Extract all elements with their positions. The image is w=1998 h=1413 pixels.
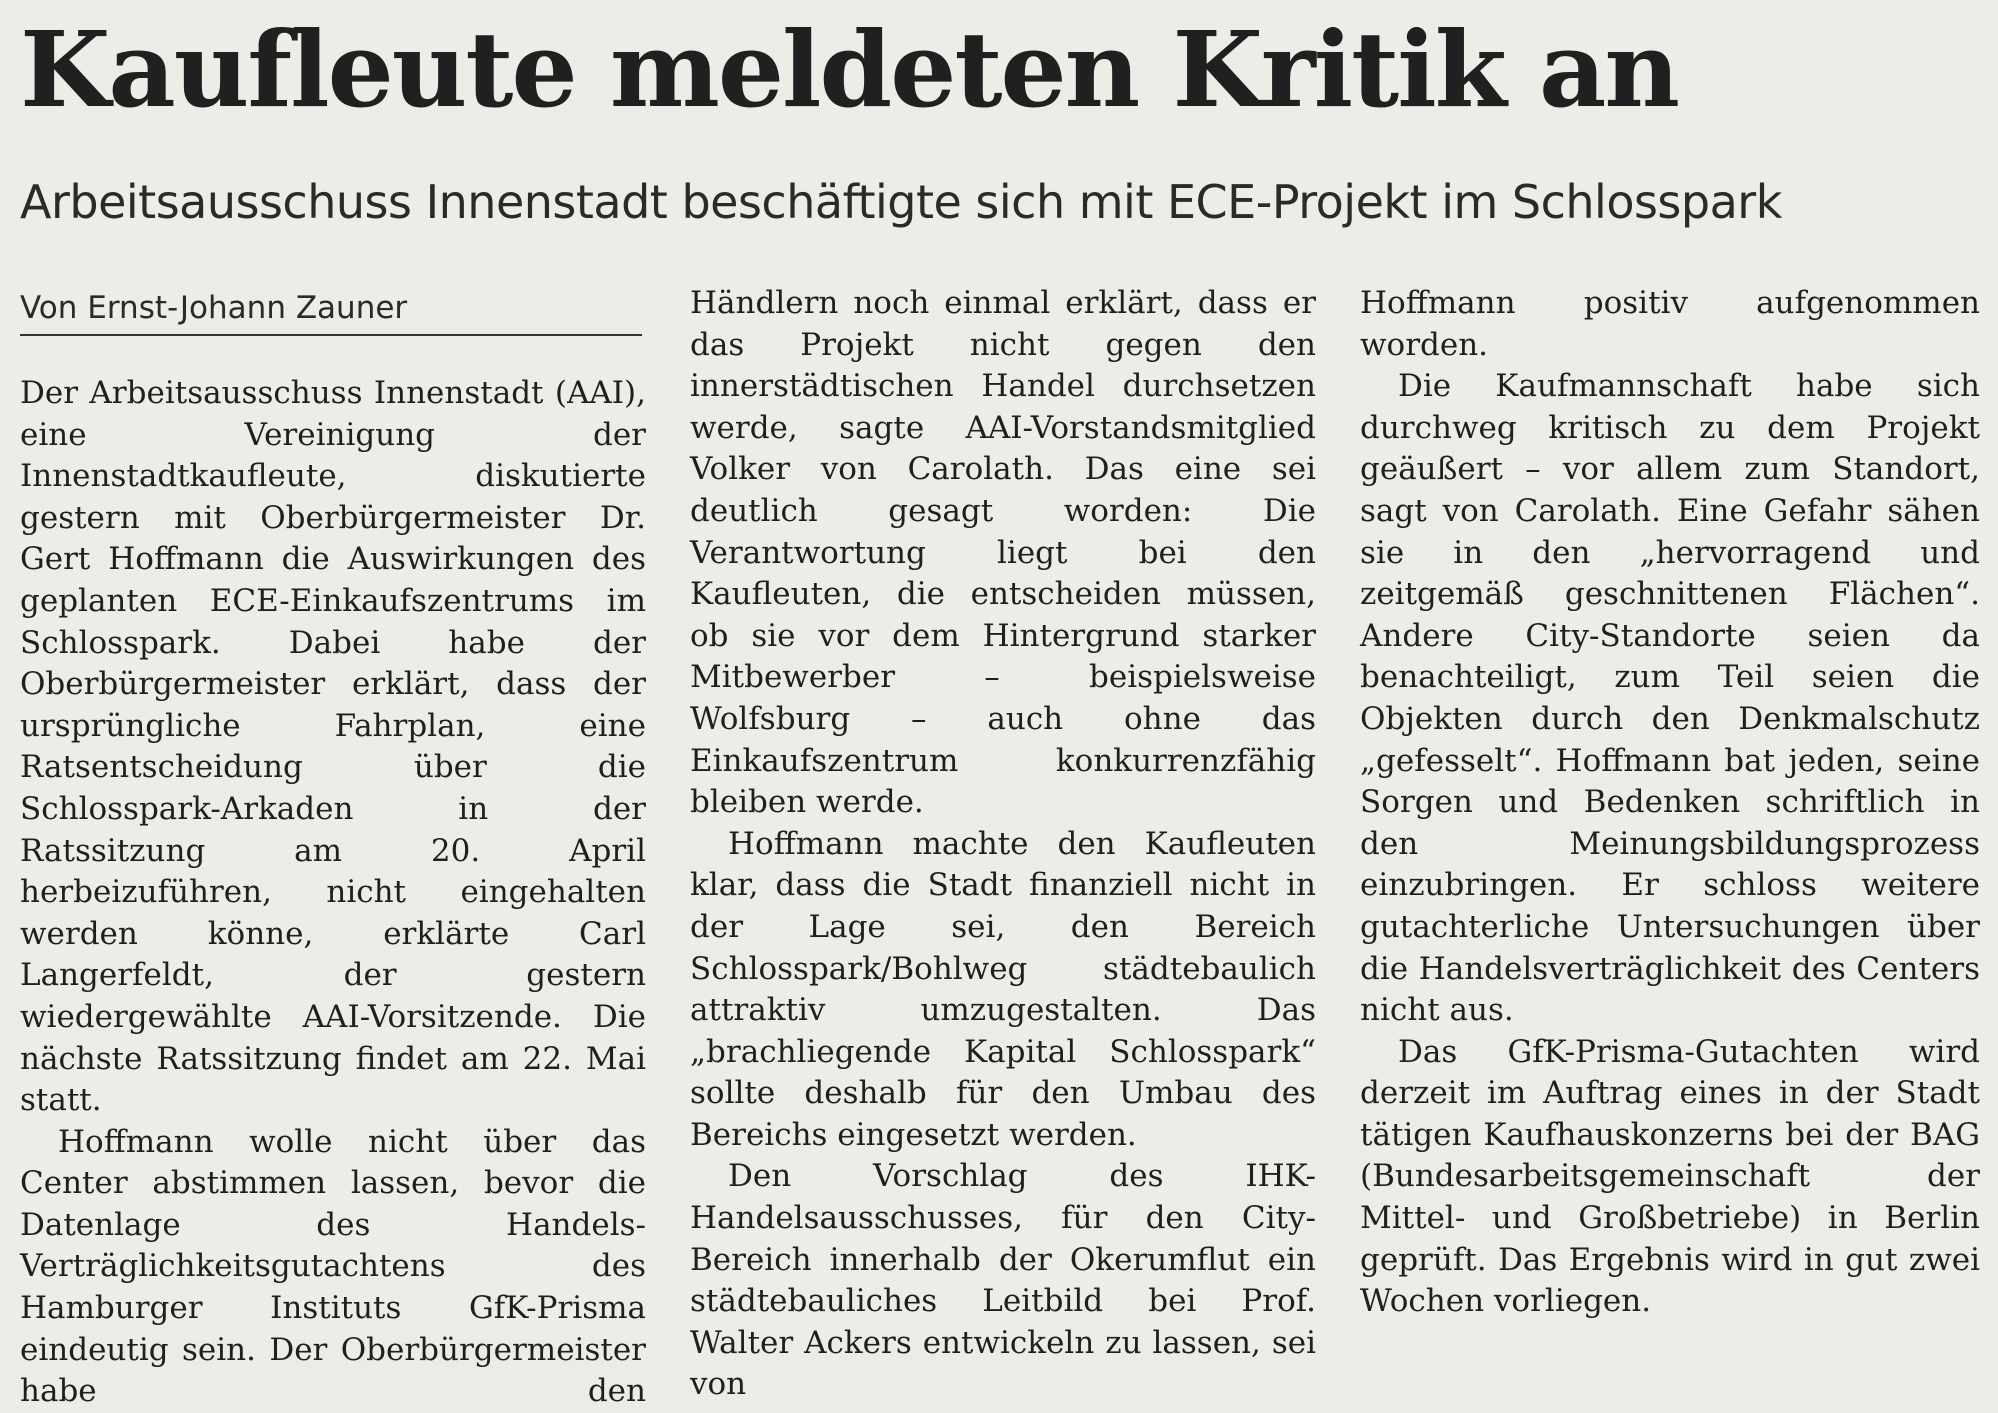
paragraph: Der Arbeitsausschuss Innenstadt (AAI), eine Vereinigung der Innenstadtkaufleute, diskutierte gestern mit Oberbürgermeister Dr. Gert Hoffmann die Auswirkungen des geplanten ECE-Einkaufszentrums im Schlosspark. Dabei habe der Oberbürgermeister erklärt, dass der ursprüngliche Fahrplan, eine Ratsentscheidung über die Schlosspark-Arkaden in der Ratssitzung am 20. April herbeizuführen, nicht eingehalten werden könne, erklärte Carl Langerfeldt, der gestern wiedergewählte AAI-Vorsitzende. Die nächste Ratssitzung findet am 22. Mai statt. [20, 375, 646, 1119]
byline: Von Ernst-Johann Zauner [20, 288, 642, 336]
paragraph: Händlern noch einmal erklärt, dass er das Projekt nicht gegen den innerstädtischen Handel durchsetzen werde, sagte AAI-Vorstandsmitglied Volker von Carolath. Das eine sei deutlich gesagt worden: Die Verantwortung liegt bei den Kaufleuten, die entscheiden müssen, ob sie vor dem Hintergrund starker Mitbewerber – beispielsweise Wolfsburg – auch ohne das Einkaufszentrum konkurrenzfähig bleiben werde. [690, 285, 1316, 821]
paragraph: Das GfK-Prisma-Gutachten wird derzeit im Auftrag eines in der Stadt tätigen Kaufhauskonzerns bei der BAG (Bundesarbeitsgemeinschaft der Mittel- und Großbetriebe) in Berlin geprüft. Das Ergebnis wird in gut zwei Wochen vorliegen. [1360, 1033, 1980, 1320]
article-column-3 [1360, 283, 1980, 1323]
paragraph: Die Kaufmannschaft habe sich durchweg kritisch zu dem Projekt geäußert – vor allem zum Standort, sagt von Carolath. Eine Gefahr sähen sie in den „hervorragend und zeitgemäß geschnittenen Flächen“. Andere City-Standorte seien da benachteiligt, zum Teil seien die Objekten durch den Denkmalschutz „gefesselt“. Hoffmann bat jeden, seine Sorgen und Bedenken schriftlich in den Meinungsbildungsprozess einzubringen. Er schloss weitere gutachterliche Untersuchungen über die Handelsverträglichkeit des Centers nicht aus. [1360, 368, 1980, 1029]
article-column-2 [690, 283, 1316, 1406]
headline: Kaufleute meldeten Kritik an [20, 8, 1678, 131]
paragraph: Hoffmann machte den Kaufleuten klar, dass die Stadt finanziell nicht in der Lage sei, den Bereich Schlosspark/Bohlweg städtebaulich attraktiv umzugestalten. Das „brachliegende Kapital Schlosspark“ sollte deshalb für den Umbau des Bereichs eingesetzt werden. [690, 825, 1316, 1153]
paragraph: Den Vorschlag des IHK-Handelsausschusses, für den City-Bereich innerhalb der Okerumflut ein städtebauliches Leitbild bei Prof. Walter Ackers entwickeln zu lassen, sei von [690, 1158, 1316, 1403]
paragraph: Hoffmann positiv aufgenommen worden. [1360, 285, 1980, 363]
subheadline: Arbeitsausschuss Innenstadt beschäftigte sich mit ECE-Projekt im Schlosspark [20, 175, 1782, 229]
article-column-1 [20, 373, 646, 1413]
paragraph: Hoffmann wolle nicht über das Center abstimmen lassen, bevor die Datenlage des Handels-Verträglichkeitsgutachtens des Hamburger Instituts GfK-Prisma eindeutig sein. Der Oberbürgermeister habe den [20, 1123, 646, 1410]
